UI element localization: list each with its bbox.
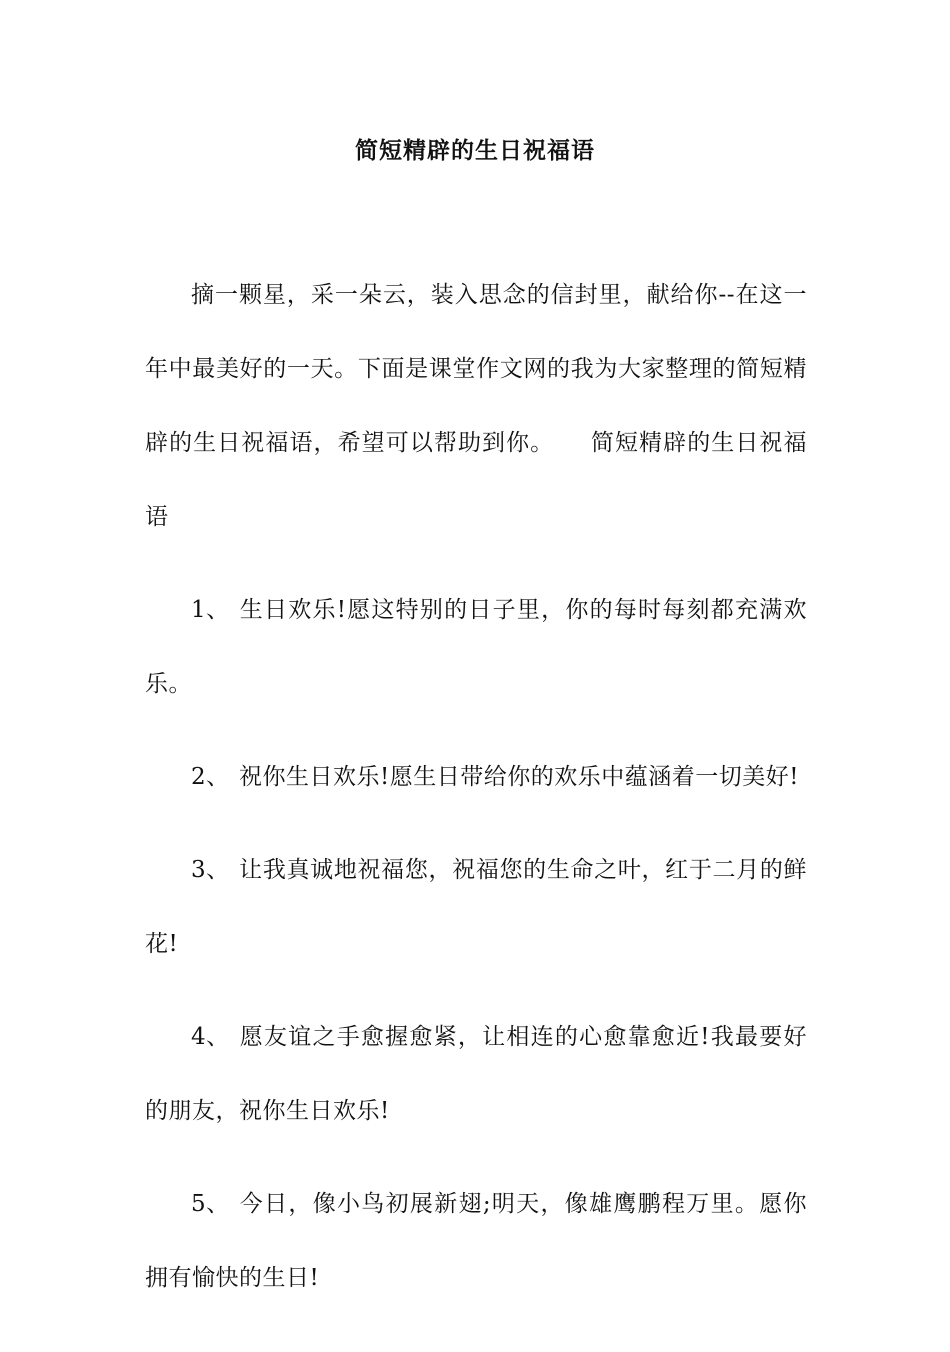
list-item-number: 4、 xyxy=(191,1024,230,1050)
list-item-number: 5、 xyxy=(191,1191,230,1217)
list-item-text: 今日，像小鸟初展新翅;明天，像雄鹰鹏程万里。愿你拥有愉快的生日! xyxy=(145,1191,807,1291)
intro-paragraph: 摘一颗星，采一朵云，装入思念的信封里，献给你--在这一年中最美好的一天。下面是课堂作文网的我为大家整理的简短精辟的生日祝福语，希望可以帮助到你。 简短精辟的生日祝福语 xyxy=(145,282,807,530)
document-body xyxy=(145,258,807,1352)
list-item-number: 3、 xyxy=(191,857,230,883)
list-item-text: 祝你生日欢乐!愿生日带给你的欢乐中蕴涵着一切美好! xyxy=(239,764,799,790)
list-item xyxy=(145,1000,807,1148)
list-item-number: 1、 xyxy=(191,597,230,623)
list-item-number: 2、 xyxy=(191,764,230,790)
list-item-text: 让我真诚地祝福您，祝福您的生命之叶，红于二月的鲜花! xyxy=(145,857,807,957)
document-title: 简短精辟的生日祝福语 xyxy=(355,138,595,164)
list-item xyxy=(145,740,807,814)
list-item xyxy=(145,1167,807,1315)
list-item-text: 愿友谊之手愈握愈紧，让相连的心愈靠愈近!我最要好的朋友，祝你生日欢乐! xyxy=(145,1024,807,1124)
list-item xyxy=(145,573,807,721)
list-item xyxy=(145,833,807,981)
list-item-text: 生日欢乐!愿这特别的日子里，你的每时每刻都充满欢乐。 xyxy=(145,597,807,697)
